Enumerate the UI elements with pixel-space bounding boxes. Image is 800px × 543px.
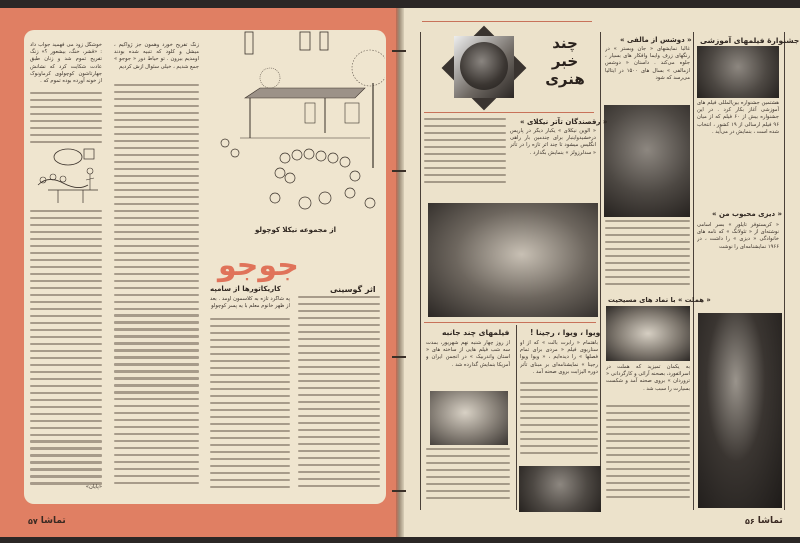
rule bbox=[424, 112, 594, 113]
right-page-folio bbox=[745, 516, 783, 526]
article-title-vivat-regina: ویوا ، ویوا ، رجینا ! bbox=[530, 328, 601, 337]
article-text-duchess-of-malfi: غالبا نمایشهای « جان وبستر » در رنگهای زرف وایما وافکار های بسیار ، جلوه می‌کند . داستان « دوشس ازمالفی » بسال های ۱۵۰۰ در ایتالیا می‌رسد که شود bbox=[605, 46, 690, 81]
festival-group-photo bbox=[697, 46, 779, 98]
filmmaker-photo bbox=[430, 391, 508, 445]
article-title-duchess-of-malfi: « دوشس از مالفی » bbox=[620, 36, 692, 44]
end-mark: «پایان» bbox=[85, 484, 102, 490]
magazine-logo: تماشا bbox=[40, 516, 66, 526]
article-body-multiscreen-films bbox=[426, 448, 510, 508]
article-body-vivat-regina bbox=[520, 382, 598, 464]
binding-gutter bbox=[396, 8, 404, 538]
left-col-1-top-text bbox=[30, 42, 102, 92]
article-text-vivat-regina: باهتمام « رابرت بالت » که از او سناریوی فیلم « مردی برای تمام فصلها » را دیده‌ایم ، « ویوا ویوا رجینا » نمایشنامه‌ای بر مبنای تآتر دوره الیزابت بروی صحنه آمد . bbox=[520, 340, 598, 375]
binding-staple bbox=[392, 356, 406, 358]
vivat-regina-photo bbox=[519, 466, 601, 512]
page-number: ۵۶ bbox=[745, 516, 755, 526]
paragraph: زنگ تفریح خورد وهمون جز ژواکیم ، میشل و کلود که تنبیه شده بودند اومدیم بیرون . bbox=[114, 42, 199, 63]
duchess-stage-photo bbox=[604, 105, 690, 217]
left-col-3-body bbox=[210, 318, 290, 494]
article-title-educational-films: جشنوارهٔ فیلمهای آموزشی bbox=[700, 36, 800, 45]
article-text-multiscreen-films: از روز چهار شنبه نهم شهریور، بمدت سه شب فیلم هایی از ساخته های « استان واندربیک » در انجمن ایران و آمریکا بنمایش گذارده شد . bbox=[426, 340, 510, 368]
article-body-duchess-of-malfi bbox=[605, 220, 690, 294]
article-body-nikolais-col2 bbox=[424, 118, 506, 194]
paragraph: خوشگل زود می فهمید جواب داد : «قشر، خنگ، بیشعور ؟» bbox=[30, 42, 102, 56]
hamlet-stage-photo bbox=[606, 306, 690, 361]
column-rule bbox=[784, 32, 785, 510]
rule bbox=[422, 21, 592, 22]
rule bbox=[424, 322, 596, 323]
section-title-graphic bbox=[440, 28, 528, 108]
left-page-folio bbox=[28, 516, 66, 526]
left-col-3-top-text: په شاگرد تازه به کلاسمون اومد . بعد از ظهر خانوم معلم با یه پسر کوچولو bbox=[210, 296, 290, 310]
author-credit: اثر گوسینی bbox=[330, 285, 376, 294]
left-col-2-body bbox=[114, 84, 199, 492]
article-title-hamlet: « هملت » با نماد های مسیحیت bbox=[608, 296, 711, 304]
page-number: ۵۷ bbox=[28, 516, 38, 526]
story-title: جوجو bbox=[218, 248, 299, 283]
left-col-4-body bbox=[298, 296, 380, 494]
binding-staple bbox=[392, 170, 406, 172]
illustrator-credit: کاریکاتورها از سامپه bbox=[210, 285, 281, 293]
dancers-photo bbox=[428, 203, 598, 317]
article-title-nikolais-dancers: « رقصندگان تآتر نیکلای » bbox=[520, 118, 608, 126]
binding-staple bbox=[392, 50, 406, 52]
left-col-1-body bbox=[30, 92, 102, 147]
column-rule bbox=[600, 32, 601, 510]
article-text-nikolais-dancers: « آلوین نیکلای » یکبار دیگر در پاریس درخشیدواینبار برای چندمین بار راهی انگلیس میشود تا چند اثر تازه را در تآتر « سدلرزولز » بنمایش بگذارد . bbox=[510, 128, 596, 156]
article-body-hamlet bbox=[606, 405, 690, 505]
article-text-darling-daisy: « کریستوفر تایلور » بسر اسامی نوشته‌ای از « تئولانگ » که نامه های خانوادگی « دیزی » را داشت ، در ۱۹۶۶ نمایشنامه‌ای را نوشت bbox=[697, 222, 779, 250]
paragraph: زنگ تفریح تموم شد و زنان طبق عادت شکایت کرد که نشانش جهارتاشون کوچولوی کرماونوک از خونه آورده بوده تموم که . bbox=[30, 49, 102, 85]
column-rule bbox=[516, 325, 517, 510]
article-text-educational-films: هشتمین جشنواره بین‌المللی فیلم های آموزشی آغاز بکار کرد . در این جشنواره بیش از ۶۰ فیلم که از میان ۹۶ فیلم ارسالی از ۱۹ کشور ، انتخاب شده است ، بنمایش در می‌آید . bbox=[697, 100, 779, 135]
actress-photo bbox=[698, 313, 782, 508]
article-title-multiscreen-films: فیلمهای چند جانبه bbox=[442, 328, 510, 337]
magazine-logo: تماشا bbox=[757, 516, 783, 526]
article-text-hamlet: به یکمان تمیزید که هملت در اسرائفورد، بصحنه آرائی و کارگردانی « تروردان » بروی صحنه آمد و شکست بسیارت را سبب شد . bbox=[606, 364, 690, 392]
left-col-2-top-text bbox=[114, 42, 199, 82]
scan-edge-bottom bbox=[0, 537, 800, 543]
left-col-1-lower-body bbox=[30, 210, 102, 492]
section-title: چند خبر هنری bbox=[545, 34, 585, 88]
column-rule bbox=[420, 32, 421, 510]
classroom-cartoon-illustration bbox=[28, 145, 106, 207]
story-source-caption: از مجموعه نیکلا کوچولو bbox=[255, 226, 337, 234]
paragraph: تو حیاط دور « جوجو » جمع شدیم ، خیلی سئوال ازش کردیم bbox=[114, 56, 199, 70]
column-rule bbox=[693, 32, 694, 510]
binding-staple bbox=[392, 490, 406, 492]
article-title-darling-daisy: « دیزی محبوب من » bbox=[712, 210, 783, 218]
schoolyard-illustration bbox=[205, 28, 385, 228]
